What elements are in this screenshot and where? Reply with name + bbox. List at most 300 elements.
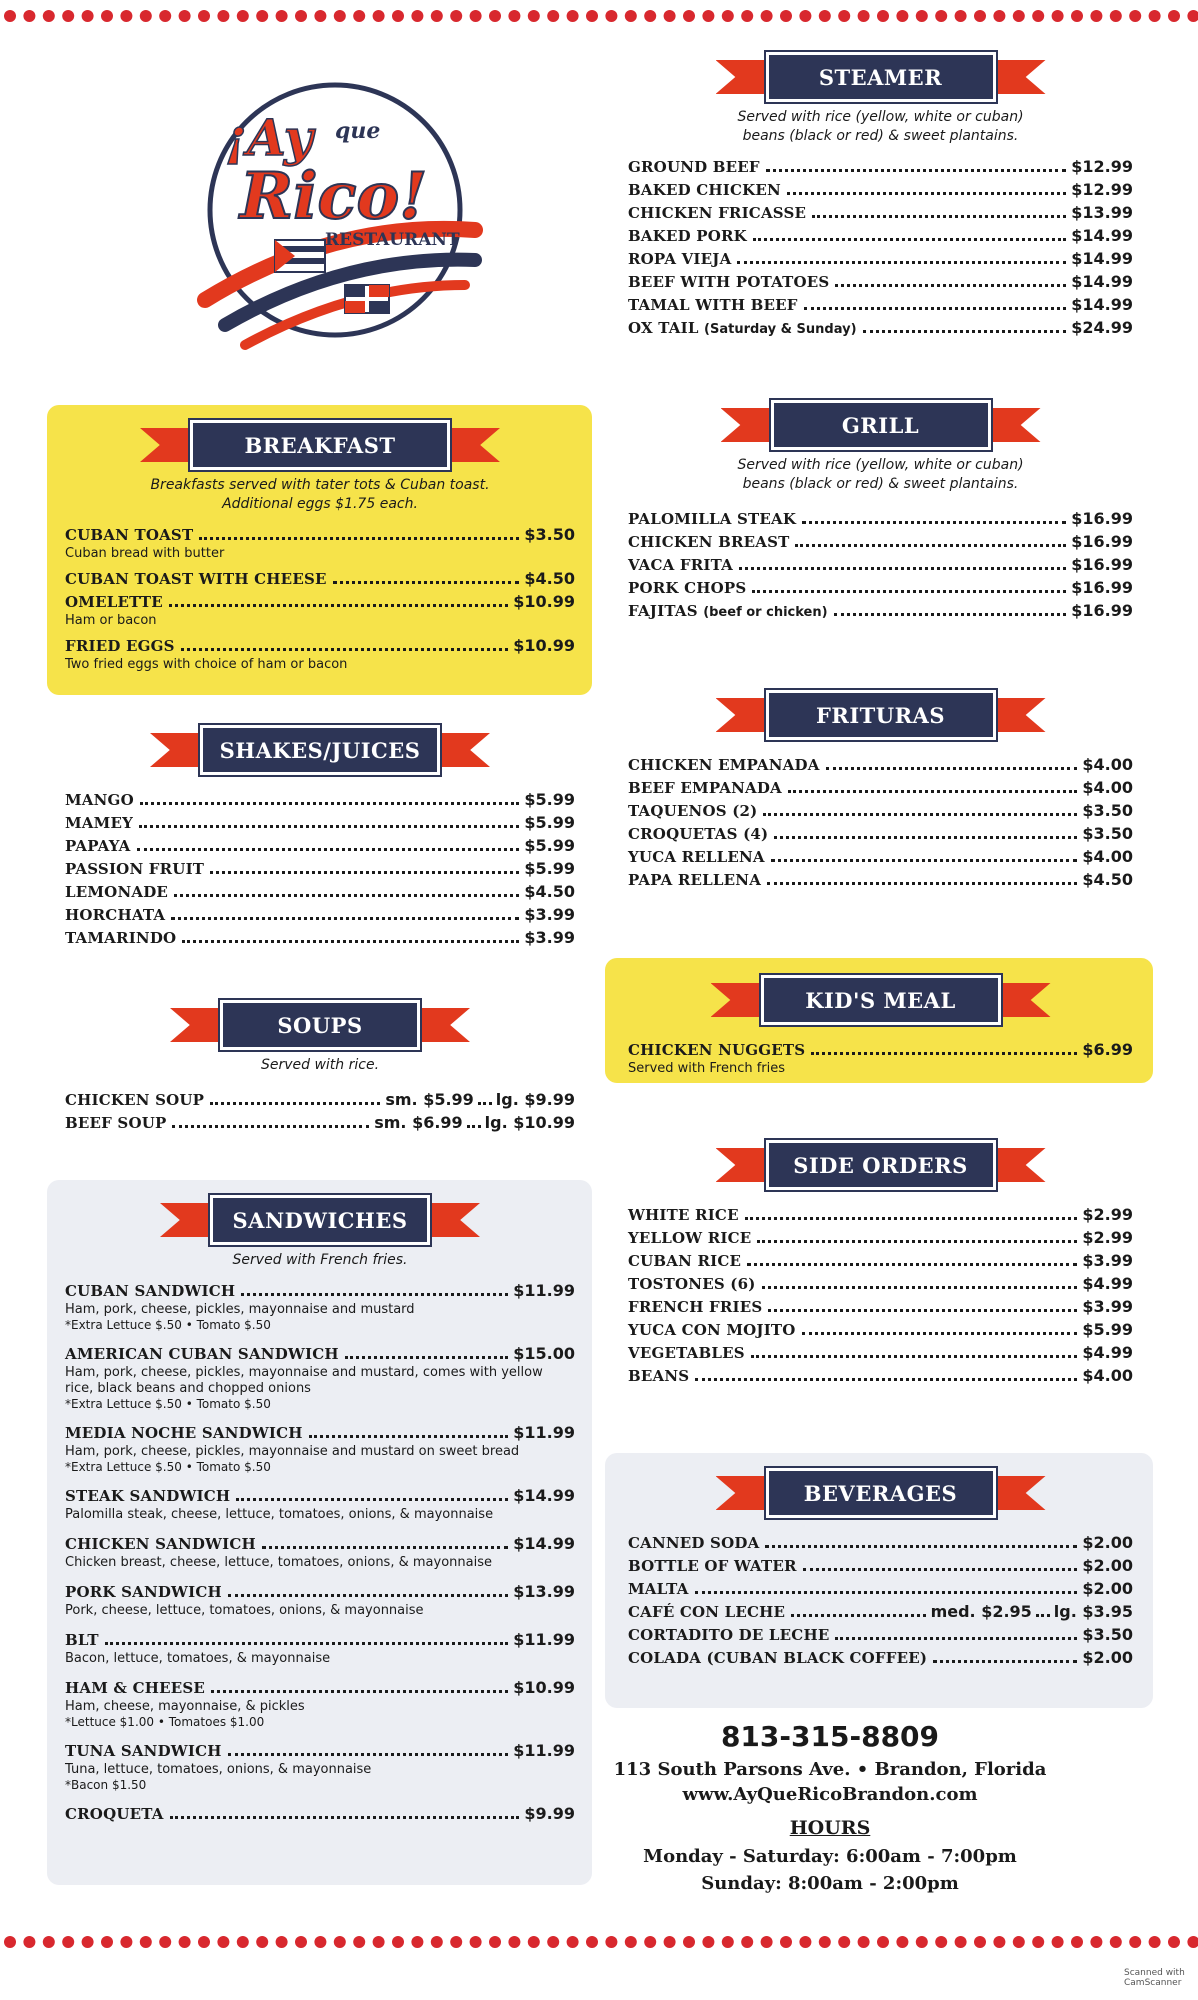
menu-item [628,1319,1133,1341]
menu-item [628,156,1133,178]
dot-leader [788,790,1078,793]
border-dot [567,10,579,22]
border-dot [43,1936,55,1948]
menu-item-name: CUBAN RICE [628,1252,742,1270]
menu-item-price: $14.99 [1071,272,1133,291]
dot-leader [169,604,508,607]
border-dot [955,1936,967,1948]
menu-item-row [628,1273,1133,1295]
border-dot [683,10,695,22]
menu-item [65,927,575,949]
menu-item-description: Cuban bread with butter [65,546,225,561]
border-dot [974,1936,986,1948]
grill-section [628,400,1133,625]
border-dot [450,1936,462,1948]
menu-item-description: Ham, pork, cheese, pickles, mayonnaise and mustard on sweet bread [65,1444,520,1459]
steamer-items [628,156,1133,341]
menu-item-name: CHICKEN BREAST [628,533,790,551]
menu-item-price: $14.99 [513,1486,575,1505]
menu-item-name: CUBAN SANDWICH [65,1282,236,1300]
border-dot [1090,1936,1102,1948]
border-dot [838,1936,850,1948]
top-dot-border [0,4,1198,28]
border-dot [179,10,191,22]
menu-item-price: $5.99 [524,836,575,855]
breakfast-banner [140,420,500,470]
border-dot [838,10,850,22]
menu-item [628,1578,1133,1600]
border-dot [799,10,811,22]
menu-item-price: $11.99 [513,1423,575,1442]
dot-leader [105,1642,508,1645]
border-dot [761,1936,773,1948]
menu-item-extras: *Lettuce $1.00 • Tomatoes $1.00 [65,1715,265,1729]
border-dot [373,1936,385,1948]
grill-items [628,508,1133,624]
menu-item-row [628,577,1133,599]
menu-item-price: $11.99 [513,1281,575,1300]
menu-item-name: BEEF WITH POTATOES [628,273,830,291]
sandwiches-section [65,1195,575,1829]
menu-item-price: $14.99 [513,1534,575,1553]
menu-item-price: $2.00 [1082,1533,1133,1552]
menu-item-description: Chicken breast, cheese, lettuce, tomatoes, onions, & mayonnaise [65,1555,492,1570]
menu-item [65,1677,575,1730]
section-note: Additional eggs $1.75 each. [222,496,418,512]
border-dot [858,10,870,22]
menu-item-name: OMELETTE [65,593,163,611]
menu-item-row [628,1624,1133,1646]
menu-item-name: PAPA RELLENA [628,871,762,889]
menu-item-row [628,225,1133,247]
steamer-section [628,52,1133,342]
menu-item-name: LEMONADE [65,883,169,901]
menu-item-row [628,1365,1133,1387]
border-dot [528,10,540,22]
menu-item-price: $5.99 [524,859,575,878]
menu-item-name: TAMAL WITH BEEF [628,296,798,314]
sandwiches-banner [160,1195,480,1245]
border-dot [1110,1936,1122,1948]
section-title: STEAMER [766,52,996,102]
border-dot [470,10,482,22]
menu-item-price: $16.99 [1071,532,1133,551]
menu-item-price: $2.00 [1082,1556,1133,1575]
section-note: Served with rice (yellow, white or cuban) [737,457,1024,473]
menu-item-price-small: med. $2.95 [930,1602,1032,1621]
menu-item [628,1647,1133,1669]
section-note: Served with rice (yellow, white or cuban) [737,109,1024,125]
dot-leader [812,215,1066,218]
border-dot [489,10,501,22]
menu-item-price: $16.99 [1071,555,1133,574]
border-dot [392,1936,404,1948]
menu-item [65,524,575,562]
border-dot [625,10,637,22]
border-dot [993,1936,1005,1948]
dot-leader [309,1435,509,1438]
dot-leader [803,1568,1078,1571]
dot-leader [695,1378,1077,1381]
menu-item-row [65,1343,575,1365]
menu-item-description: Ham, pork, cheese, pickles, mayonnaise and mustard [65,1302,415,1317]
border-dot [780,10,792,22]
menu-item-row [628,1578,1133,1600]
menu-item-row [65,1089,575,1111]
scanner-line2: CamScanner [1124,1978,1182,1988]
dot-leader [747,1263,1077,1266]
soups-banner [170,1000,470,1050]
border-dot [1187,10,1198,22]
menu-item-row [65,568,575,590]
menu-item-name: HAM & CHEESE [65,1679,206,1697]
menu-item-price: $3.50 [1082,801,1133,820]
menu-item-description: Served with French fries [628,1061,786,1076]
menu-item-row [65,524,575,546]
border-dot [586,10,598,22]
contact-block [610,1720,1050,1897]
menu-item [628,577,1133,599]
beverages-banner [716,1468,1046,1518]
menu-item-extras: *Extra Lettuce $.50 • Tomato $.50 [65,1460,271,1474]
menu-item [628,823,1133,845]
menu-item-row [65,1581,575,1603]
dot-leader [835,1637,1077,1640]
menu-item [628,179,1133,201]
menu-item-price: $4.50 [524,569,575,588]
menu-item-extras: *Bacon $1.50 [65,1778,147,1792]
border-dot [82,10,94,22]
menu-item-name: YUCA CON MOJITO [628,1321,796,1339]
border-dot [1071,10,1083,22]
border-dot [741,10,753,22]
menu-item-price: $14.99 [1071,249,1133,268]
menu-item-price: $3.50 [1082,824,1133,843]
menu-item-row [628,777,1133,799]
border-dot [23,1936,35,1948]
menu-item-price: $5.99 [1082,1320,1133,1339]
section-title: SIDE ORDERS [766,1140,996,1190]
menu-item-price: $3.50 [1082,1625,1133,1644]
menu-item-row [65,1677,575,1699]
menu-item-row [628,271,1133,293]
border-dot [256,1936,268,1948]
menu-item-price: $3.99 [524,928,575,947]
dot-leader [791,1614,925,1617]
section-title: BREAKFAST [190,420,450,470]
menu-item-name: CHICKEN EMPANADA [628,756,820,774]
menu-item-name: BLT [65,1631,99,1649]
border-dot [353,10,365,22]
menu-item-price: $4.00 [1082,847,1133,866]
border-dot [1013,1936,1025,1948]
border-dot [722,1936,734,1948]
menu-item-name: CHICKEN SOUP [65,1091,205,1109]
menu-item [628,1227,1133,1249]
menu-item-name: CUBAN TOAST [65,526,194,544]
menu-item-price-large: lg. $9.99 [495,1090,575,1109]
border-dot [217,1936,229,1948]
menu-item [628,777,1133,799]
menu-item-name: VEGETABLES [628,1344,745,1362]
frituras-items [628,754,1133,891]
menu-item-extras: *Extra Lettuce $.50 • Tomato $.50 [65,1397,271,1411]
menu-item-price: $16.99 [1071,578,1133,597]
dot-leader [139,825,519,828]
menu-item [628,317,1133,341]
menu-item-price: $14.99 [1071,295,1133,314]
menu-item-name: CORTADITO DE LECHE [628,1626,830,1644]
menu-item-name: CROQUETA [65,1805,164,1823]
menu-item-price: $12.99 [1071,157,1133,176]
border-dot [101,1936,113,1948]
border-dot [702,10,714,22]
menu-item [65,568,575,590]
menu-item-name: BEEF EMPANADA [628,779,782,797]
section-title: GRILL [771,400,991,450]
dot-leader [739,567,1066,570]
border-dot [1129,1936,1141,1948]
border-dot [625,1936,637,1948]
dot-leader [262,1546,508,1549]
border-dot [1052,10,1064,22]
border-dot [62,10,74,22]
border-dot [392,10,404,22]
menu-item-row [628,1039,1133,1061]
menu-item-price: $4.00 [1082,778,1133,797]
sides-section [628,1140,1133,1388]
border-dot [702,1936,714,1948]
dot-leader [774,836,1077,839]
menu-item-name: FAJITAS (beef or chicken) [628,602,828,620]
border-dot [916,1936,928,1948]
dot-leader [1036,1614,1050,1617]
dot-leader [211,1690,508,1693]
website-link[interactable]: www.AyQueRicoBrandon.com [682,1784,978,1805]
menu-item-description: Pork, cheese, lettuce, tomatoes, onions, & mayonnaise [65,1603,424,1618]
border-dot [586,1936,598,1948]
menu-item-row [628,754,1133,776]
menu-item-price: $13.99 [1071,203,1133,222]
menu-item-name: TUNA SANDWICH [65,1742,222,1760]
dot-leader [210,871,519,874]
dot-leader [172,1125,369,1128]
border-dot [101,10,113,22]
border-dot [1032,10,1044,22]
menu-item-name: VACA FRITA [628,556,734,574]
menu-item [65,1485,575,1523]
menu-item-row [628,1555,1133,1577]
logo-text-rico: Rico! [240,159,428,234]
border-dot [955,10,967,22]
menu-item-price: $24.99 [1071,318,1133,337]
dot-leader [228,1594,508,1597]
border-dot [62,1936,74,1948]
border-dot [140,10,152,22]
menu-item-price: $10.99 [513,636,575,655]
border-dot [179,1936,191,1948]
border-dot [916,10,928,22]
phone-number[interactable]: 813-315-8809 [720,1720,940,1753]
menu-item-price: $16.99 [1071,601,1133,620]
menu-item-description: Ham or bacon [65,613,157,628]
menu-item [65,1629,575,1667]
border-dot [547,1936,559,1948]
logo-text-ay: ¡Ay [225,108,313,167]
menu-item [628,600,1133,624]
menu-item [65,858,575,880]
menu-item [628,294,1133,316]
menu-item-price: $4.00 [1082,1366,1133,1385]
hours-list [610,1843,1050,1897]
section-title: FRITURAS [766,690,996,740]
border-dot [761,10,773,22]
menu-item-price: $10.99 [513,1678,575,1697]
menu-item-name: CHICKEN SANDWICH [65,1535,256,1553]
sandwiches-items [65,1280,575,1825]
restaurant-logo [185,70,485,370]
menu-item-description: Palomilla steak, cheese, lettuce, tomatoes, onions, & mayonnaise [65,1507,494,1522]
dot-leader [811,1052,1077,1055]
border-dot [43,10,55,22]
border-dot [605,10,617,22]
shakes-section [65,725,575,950]
dot-leader [745,1217,1078,1220]
menu-item-row [65,881,575,903]
dot-leader [763,813,1077,816]
menu-item-row [628,1296,1133,1318]
border-dot [4,1936,16,1948]
border-dot [644,10,656,22]
soups-section [65,1000,575,1135]
menu-item-row [65,1112,575,1134]
dot-leader [835,284,1066,287]
dot-leader [228,1753,509,1756]
border-dot [295,10,307,22]
menu-item-row [65,835,575,857]
soups-items [65,1089,575,1134]
menu-item-name: ROPA VIEJA [628,250,732,268]
dot-leader [140,802,520,805]
menu-item-extras: *Extra Lettuce $.50 • Tomato $.50 [65,1318,271,1332]
border-dot [120,1936,132,1948]
border-dot [1149,1936,1161,1948]
dot-leader [181,648,509,651]
border-dot [470,1936,482,1948]
border-dot [1110,10,1122,22]
menu-item [628,1601,1133,1623]
menu-item-price: $3.50 [524,525,575,544]
section-title: KID'S MEAL [761,975,1001,1025]
menu-item-price: $11.99 [513,1630,575,1649]
menu-item-name: GROUND BEEF [628,158,760,176]
dot-leader [333,581,520,584]
border-dot [819,1936,831,1948]
menu-item-row [628,531,1133,553]
menu-item-row [628,1204,1133,1226]
menu-item-name: CAFÉ CON LECHE [628,1603,786,1621]
menu-item-row [628,600,1133,624]
dot-leader [834,613,1067,616]
border-dot [508,10,520,22]
menu-item-name: PALOMILLA STEAK [628,510,797,528]
border-dot [1032,1936,1044,1948]
sides-banner [716,1140,1046,1190]
menu-item-row [65,789,575,811]
border-dot [295,1936,307,1948]
dot-leader [182,940,519,943]
shakes-banner [150,725,490,775]
menu-item [65,881,575,903]
dot-leader [695,1591,1078,1594]
menu-item-description: Two fried eggs with choice of ham or bacon [65,657,348,672]
menu-item-name: TAMARINDO [65,929,177,947]
dot-leader [802,521,1066,524]
kids-section [628,975,1133,1083]
menu-item-name: FRENCH FRIES [628,1298,763,1316]
menu-item-row [65,858,575,880]
menu-item-price: $15.00 [513,1344,575,1363]
menu-item-row [628,1227,1133,1249]
logo-text-restaurant: RESTAURANT [325,230,460,250]
border-dot [411,10,423,22]
menu-item-price: $4.50 [1082,870,1133,889]
logo-text-que: que [335,118,381,144]
menu-item [628,225,1133,247]
menu-item [628,1342,1133,1364]
menu-item-row [65,927,575,949]
menu-item-name: MALTA [628,1580,689,1598]
scanner-line1: Scanned with [1124,1968,1185,1978]
menu-item [628,754,1133,776]
menu-item-row [628,1342,1133,1364]
menu-item-name: BEEF SOUP [65,1114,167,1132]
menu-item-price: $2.99 [1082,1205,1133,1224]
border-dot [217,10,229,22]
border-dot [896,1936,908,1948]
menu-item [628,202,1133,224]
border-dot [664,10,676,22]
menu-item-row [628,800,1133,822]
dot-leader [762,1286,1078,1289]
dot-leader [787,192,1066,195]
border-dot [1149,10,1161,22]
menu-item [65,1740,575,1793]
hours-sunday: Sunday: 8:00am - 2:00pm [701,1873,959,1894]
menu-item-row [65,635,575,657]
menu-item [628,869,1133,891]
border-dot [974,10,986,22]
menu-item-row [628,317,1133,341]
dot-leader [199,537,519,540]
border-dot [159,1936,171,1948]
menu-item-name: BEANS [628,1367,690,1385]
dot-leader [345,1356,509,1359]
menu-item [65,789,575,811]
menu-item-row [628,823,1133,845]
dot-leader [210,1102,380,1105]
border-dot [877,1936,889,1948]
menu-item-price: $4.50 [524,882,575,901]
border-dot [722,10,734,22]
menu-item-row [65,1485,575,1507]
section-title: SANDWICHES [210,1195,430,1245]
section-note: Served with French fries. [232,1252,408,1268]
border-dot [159,10,171,22]
border-dot [1013,10,1025,22]
menu-item [65,835,575,857]
border-dot [450,10,462,22]
